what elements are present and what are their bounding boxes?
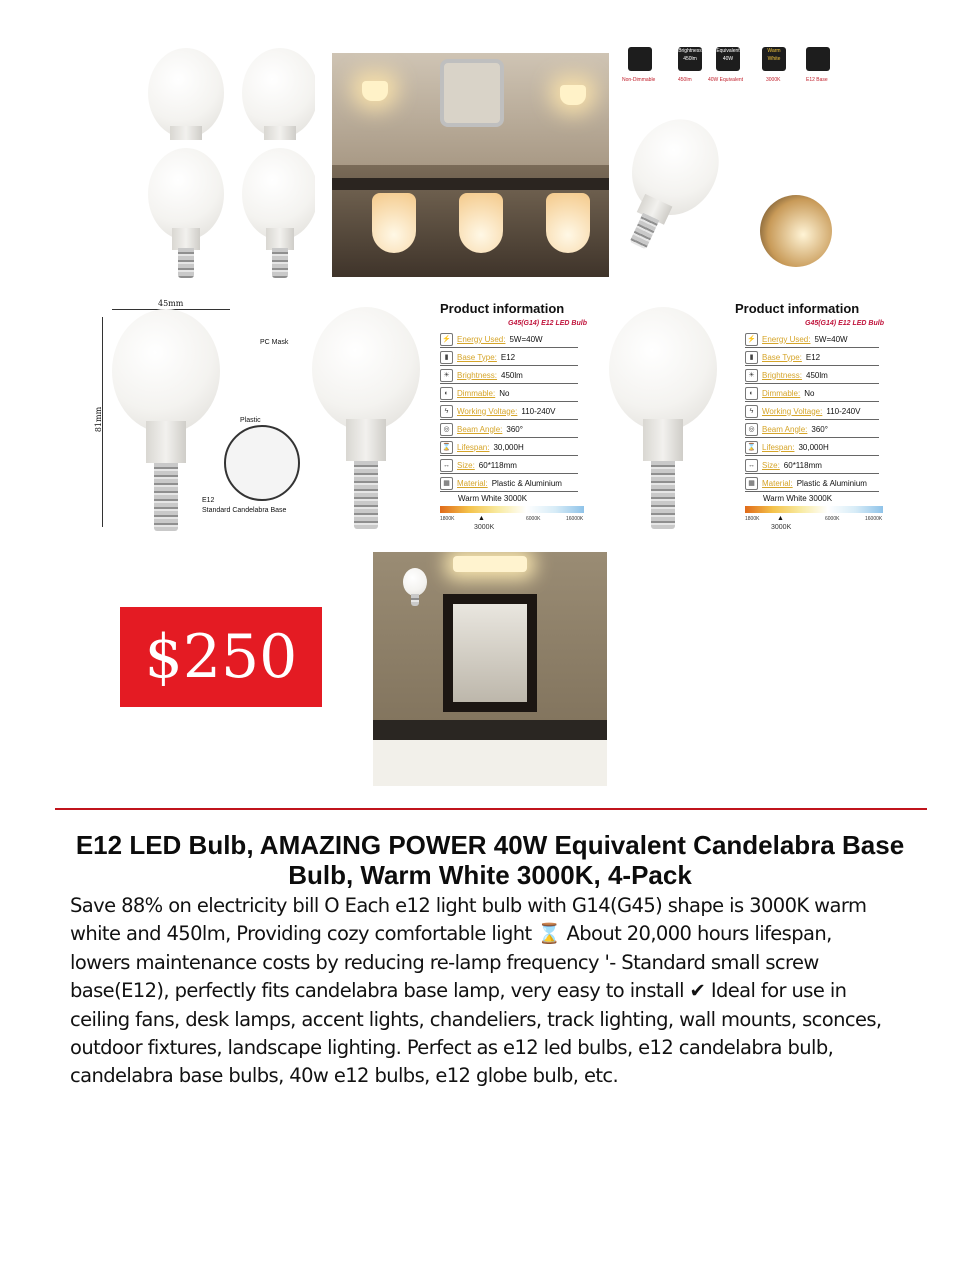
scale-tick: 1800K xyxy=(745,516,760,522)
energy-icon: ⚡ xyxy=(440,333,453,346)
scale-tick: 16000K xyxy=(865,516,883,522)
spec-row: ◐ Dimmable: No xyxy=(440,385,578,402)
scale-tick: 6000K xyxy=(825,516,840,522)
lifespan-icon: ⌛ xyxy=(440,441,453,454)
warm-white-icon: Warm White xyxy=(762,47,786,71)
brightness-icon: Brightness 450lm xyxy=(678,47,702,71)
icon-caption: 40W Equivalent xyxy=(708,77,744,83)
plastic-label: Plastic xyxy=(240,417,261,424)
spec-row: ⌛ Lifespan: 30,000H xyxy=(745,439,879,456)
beam-angle-icon: ◎ xyxy=(745,423,758,436)
base-closeup-circle xyxy=(224,425,300,501)
icon-caption: 450lm xyxy=(678,77,692,83)
room-lighting-collage xyxy=(332,53,609,277)
height-label: 81mm xyxy=(94,406,104,433)
spec-row: ϟ Working Voltage: 110-240V xyxy=(440,403,578,420)
brightness-icon: ☀ xyxy=(745,369,758,382)
four-pack-bulbs-image xyxy=(130,40,315,280)
energy-icon: ⚡ xyxy=(745,333,758,346)
scale-tick: 1800K xyxy=(440,516,455,522)
voltage-icon: ϟ xyxy=(745,405,758,418)
spec-row: ⚡ Energy Used: 5W=40W xyxy=(745,331,879,348)
spec-row: ▦ Material: Plastic & Aluminium xyxy=(745,475,879,492)
spec-row: ◐ Dimmable: No xyxy=(745,385,879,402)
spec-row: ↔ Size: 60*118mm xyxy=(745,457,879,474)
lifespan-icon: ⌛ xyxy=(745,441,758,454)
spec-row: ☀ Brightness: 450lm xyxy=(745,367,879,384)
material-icon: ▦ xyxy=(745,477,758,490)
icon-caption: E12 Base xyxy=(806,77,828,83)
scale-tick: 16000K xyxy=(566,516,584,522)
spec-row: ◎ Beam Angle: 360° xyxy=(745,421,879,438)
bathroom-vanity-image xyxy=(373,552,607,786)
product-info-heading: Product information xyxy=(440,301,565,316)
scale-marker-label: 3000K xyxy=(771,524,792,531)
icon-caption: 3000K xyxy=(766,77,781,83)
base-name-label: Standard Candelabra Base xyxy=(202,507,287,514)
product-title: E12 LED Bulb, AMAZING POWER 40W Equivalent Candelabra Base Bulb, Warm White 3000K, 4-Pack xyxy=(75,830,905,890)
spec-row: ⌛ Lifespan: 30,000H xyxy=(440,439,578,456)
dimmable-icon: ◐ xyxy=(440,387,453,400)
product-info-panel-left xyxy=(308,295,600,540)
scale-marker-icon: ▲ xyxy=(478,515,485,522)
material-icon: ▦ xyxy=(440,477,453,490)
base-icon xyxy=(806,47,830,71)
spec-icons-image xyxy=(620,45,840,275)
spec-row: ϟ Working Voltage: 110-240V xyxy=(745,403,879,420)
watt-icon: Equivalent 40W xyxy=(716,47,740,71)
base-type-icon: ▮ xyxy=(745,351,758,364)
color-temp-label: Warm White 3000K xyxy=(763,494,833,503)
scale-marker-label: 3000K xyxy=(474,524,495,531)
section-divider xyxy=(55,808,927,810)
spec-row: ▮ Base Type: E12 xyxy=(745,349,879,366)
brightness-icon: ☀ xyxy=(440,369,453,382)
color-temperature-scale xyxy=(440,506,584,513)
base-code-label: E12 xyxy=(202,497,215,504)
dimensions-diagram xyxy=(90,295,310,540)
size-icon: ↔ xyxy=(745,459,758,472)
size-icon: ↔ xyxy=(440,459,453,472)
scale-tick: 6000K xyxy=(526,516,541,522)
no-dimming-icon xyxy=(628,47,652,71)
width-label: 45mm xyxy=(158,299,184,308)
voltage-icon: ϟ xyxy=(440,405,453,418)
spec-row: ◎ Beam Angle: 360° xyxy=(440,421,578,438)
spec-row: ☀ Brightness: 450lm xyxy=(440,367,578,384)
product-info-panel-right xyxy=(605,295,897,540)
spec-row: ▦ Material: Plastic & Aluminium xyxy=(440,475,578,492)
spec-row: ▮ Base Type: E12 xyxy=(440,349,578,366)
beam-angle-icon: ◎ xyxy=(440,423,453,436)
scale-marker-icon: ▲ xyxy=(777,515,784,522)
dimmable-icon: ◐ xyxy=(745,387,758,400)
product-info-subheading: G45(G14) E12 LED Bulb xyxy=(805,320,884,327)
pc-mask-label: PC Mask xyxy=(260,339,289,346)
product-info-subheading: G45(G14) E12 LED Bulb xyxy=(508,320,587,327)
color-temp-label: Warm White 3000K xyxy=(458,494,528,503)
spec-row: ⚡ Energy Used: 5W=40W xyxy=(440,331,578,348)
product-description: Save 88% on electricity bill O Each e12 light bulb with G14(G45) shape is 3000K warm white and 450lm, Providing cozy comfortable light ⌛ About 20,000 hours lifespan, lowers maintenance costs by reducing re-lamp frequency '- Standard small screw base(E12), perfectly fits candelabra base lamp, very easy to install ✔ Ideal for use in ceiling fans, desk lamps, accent lights, chandeliers, track lighting, wall mounts, sconces, outdoor fixtures, landscape lighting. Perfect as e12 led bulbs, e12 candelabra bulb, candelabra base bulbs, 40w e12 bulbs, e12 globe bulb, etc. xyxy=(70,894,882,1088)
base-type-icon: ▮ xyxy=(440,351,453,364)
price-badge: $250 xyxy=(120,607,322,707)
color-temperature-scale xyxy=(745,506,883,513)
spec-row: ↔ Size: 60*118mm xyxy=(440,457,578,474)
product-info-heading: Product information xyxy=(735,301,860,316)
icon-caption: Non-Dimmable xyxy=(622,77,656,83)
